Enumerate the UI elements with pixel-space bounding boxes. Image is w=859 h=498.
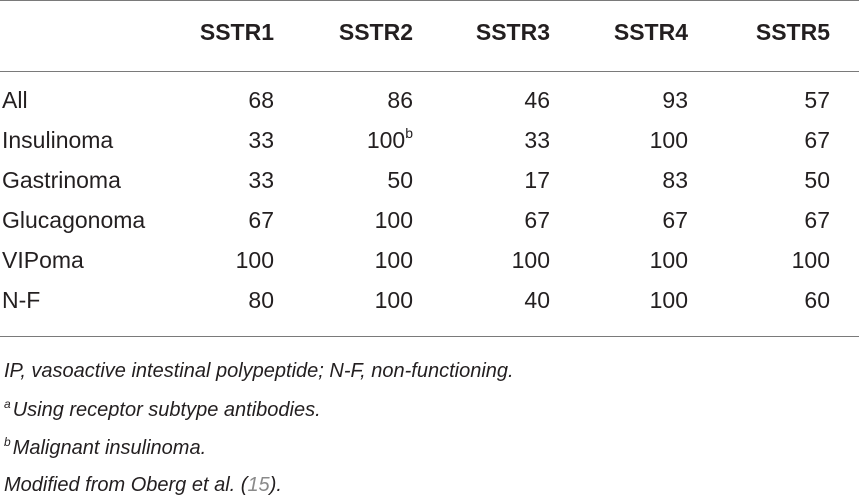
- top-rule: [0, 0, 859, 1]
- source-note: [4, 472, 282, 498]
- table-cell: 100: [649, 287, 688, 313]
- table-cell: 50: [804, 167, 830, 193]
- table-cell: 33: [248, 127, 274, 153]
- column-header-sstr1: SSTR1: [199, 19, 274, 45]
- table-cell: 46: [524, 87, 550, 113]
- table-cell: 100: [374, 207, 413, 233]
- table-row: [0, 200, 859, 240]
- row-label: All: [2, 87, 28, 113]
- source-suffix: ).: [269, 474, 282, 496]
- table-cell: 67: [662, 207, 688, 233]
- footnote-a: [4, 397, 321, 423]
- table-cell: 60: [804, 287, 830, 313]
- table-cell-value: 100: [366, 127, 406, 153]
- footnote-marker-b: b: [4, 435, 11, 449]
- table-cell: 86: [387, 87, 413, 113]
- footnote-marker-a: a: [4, 397, 11, 411]
- table-cell: 100: [791, 247, 830, 273]
- footnote-a-text: Using receptor subtype antibodies.: [12, 399, 321, 421]
- row-label: N-F: [2, 287, 41, 313]
- column-header-sstr5: SSTR5: [755, 19, 830, 45]
- footnote-b: [4, 435, 206, 461]
- table-cell: 100: [649, 247, 688, 273]
- header-rule: [0, 71, 859, 72]
- table-cell: 100: [374, 247, 413, 273]
- column-header-sstr4: SSTR4: [613, 19, 688, 45]
- table-row: [0, 120, 859, 160]
- table-cell: 83: [662, 167, 688, 193]
- table-cell: 33: [248, 167, 274, 193]
- footnote-marker: b: [405, 125, 413, 141]
- table-cell: 68: [248, 87, 274, 113]
- table-cell: 67: [804, 127, 830, 153]
- table-cell: 100: [374, 287, 413, 313]
- table-cell: 57: [804, 87, 830, 113]
- source-prefix: Modified from Oberg et al. (: [4, 474, 248, 496]
- footnote-abbreviations: IP, vasoactive intestinal polypeptide; N-F, non-functioning.: [4, 360, 514, 382]
- footer-rule: [0, 336, 859, 337]
- row-label: VIPoma: [2, 247, 84, 273]
- column-header-sstr3: SSTR3: [475, 19, 550, 45]
- footnote-b-text: Malignant insulinoma.: [12, 437, 207, 459]
- row-label: Gastrinoma: [2, 167, 121, 193]
- table-cell: 67: [248, 207, 274, 233]
- table-cell: 40: [524, 287, 550, 313]
- column-header-sstr2: SSTR2: [338, 19, 413, 45]
- table-cell: 17: [524, 167, 550, 193]
- table-cell: 100: [649, 127, 688, 153]
- row-label: Insulinoma: [2, 127, 114, 153]
- row-label: Glucagonoma: [2, 207, 146, 233]
- reference-link[interactable]: 15: [247, 474, 270, 496]
- table-cell: 50: [387, 167, 413, 193]
- table-row: [0, 280, 859, 320]
- table-cell: 33: [524, 127, 550, 153]
- table-row: [0, 80, 859, 120]
- table-cell: 67: [804, 207, 830, 233]
- table-cell: 80: [248, 287, 274, 313]
- table-cell: 100: [235, 247, 274, 273]
- table-cell: 100: [511, 247, 550, 273]
- table-cell-with-note: [313, 120, 413, 160]
- table-row: [0, 240, 859, 280]
- table-row: [0, 160, 859, 200]
- table-cell: 93: [662, 87, 688, 113]
- table-cell: 67: [524, 207, 550, 233]
